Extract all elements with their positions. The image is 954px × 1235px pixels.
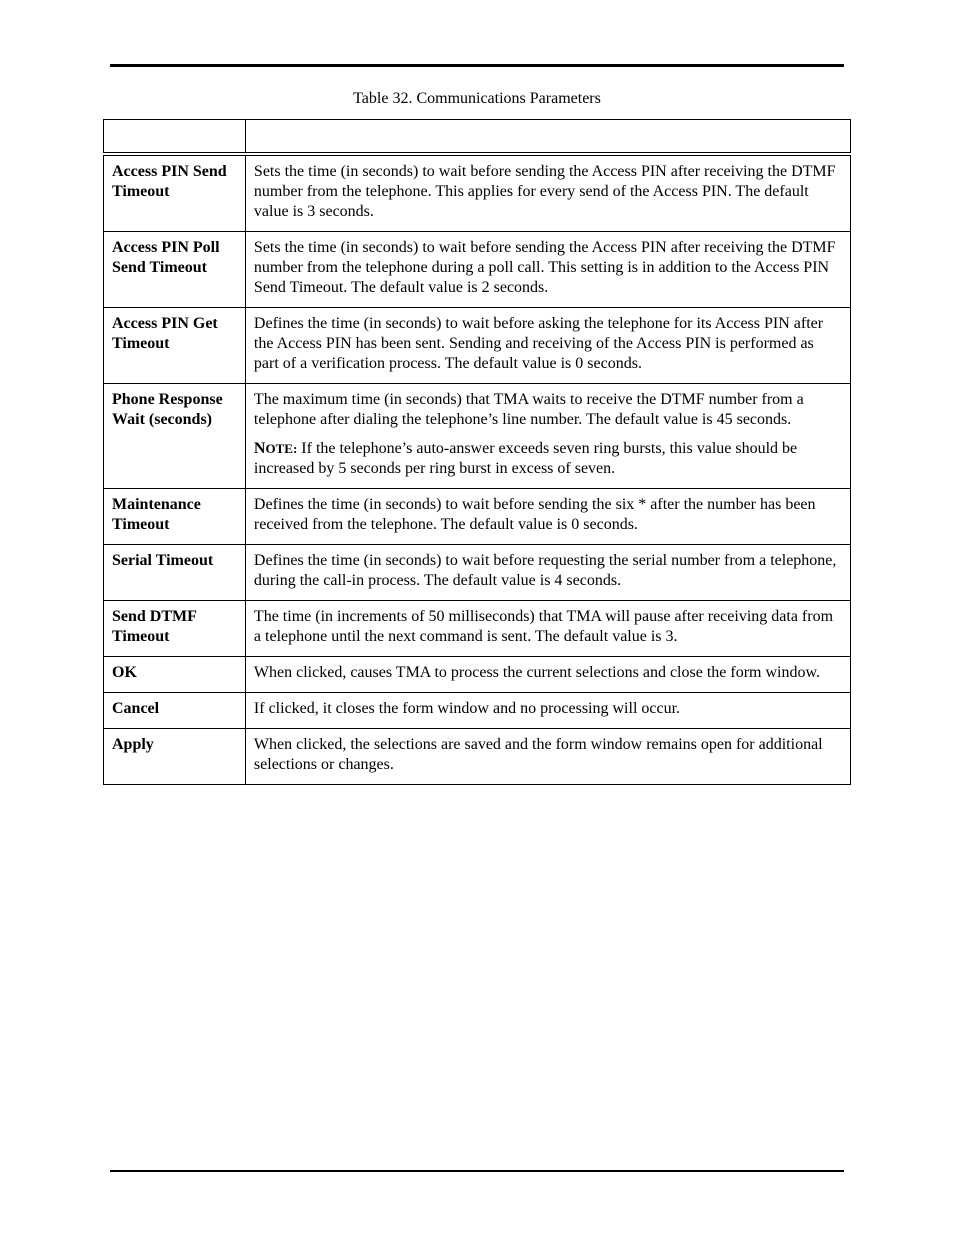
- table-row: [104, 545, 851, 601]
- table-row: [104, 489, 851, 545]
- table-row: [104, 693, 851, 729]
- parameter-name: Cancel: [104, 693, 246, 729]
- note-label: [254, 440, 297, 457]
- parameter-name: Access PIN Get Timeout: [104, 308, 246, 384]
- description-text: The maximum time (in seconds) that TMA waits to receive the DTMF number from a telephone after dialing the telephone’s line number. The default value is 45 seconds.: [253, 391, 804, 428]
- header-rule: [110, 64, 844, 67]
- description-text: When clicked, causes TMA to process the current selections and close the form window.: [253, 664, 820, 681]
- description-text: If clicked, it closes the form window and no processing will occur.: [253, 700, 681, 717]
- table-row: [104, 657, 851, 693]
- parameter-description: [245, 729, 850, 785]
- note-label-initial: N: [253, 440, 266, 457]
- parameter-description: [245, 693, 850, 729]
- parameter-description: [245, 154, 850, 232]
- footer-rule: [110, 1170, 844, 1172]
- parameter-description: [245, 308, 850, 384]
- header-cell-term: [104, 120, 246, 155]
- parameter-name: Serial Timeout: [104, 545, 246, 601]
- description-text: Sets the time (in seconds) to wait before sending the Access PIN after receiving the DTMF number from the telephone. This applies for every send of the Access PIN. The default value is 3 seconds.: [253, 163, 836, 220]
- parameter-description: [245, 545, 850, 601]
- parameter-name: Send DTMF Timeout: [104, 601, 246, 657]
- description-text: Defines the time (in seconds) to wait before asking the telephone for its Access PIN after the Access PIN has been sent. Sending and receiving of the Access PIN is performed as part of a verification process. The default value is 0 seconds.: [253, 315, 824, 372]
- description-text: When clicked, the selections are saved and the form window remains open for additional selections or changes.: [253, 736, 823, 773]
- parameter-description: [245, 384, 850, 489]
- note-paragraph: [254, 439, 842, 479]
- table-row: [104, 729, 851, 785]
- table-row: [104, 601, 851, 657]
- parameter-name: Phone Response Wait (seconds): [104, 384, 246, 489]
- table-caption: Table 32. Communications Parameters: [353, 90, 601, 107]
- description-text: Defines the time (in seconds) to wait before requesting the serial number from a telephone, during the call-in process. The default value is 4 seconds.: [253, 552, 837, 589]
- header-cell-description: [245, 120, 850, 155]
- parameter-description: [245, 232, 850, 308]
- note-label-rest: OTE:: [265, 441, 298, 456]
- description-text: The time (in increments of 50 milliseconds) that TMA will pause after receiving data from a telephone until the next command is sent. The default value is 3.: [253, 608, 834, 645]
- table-header-row: [104, 120, 851, 155]
- parameter-name: Access PIN Poll Send Timeout: [104, 232, 246, 308]
- table-row: [104, 154, 851, 232]
- description-text: Sets the time (in seconds) to wait before sending the Access PIN after receiving the DTMF number from the telephone during a poll call. This setting is in addition to the Access PIN Send Timeout. The default value is 2 seconds.: [253, 239, 836, 296]
- table-row: [104, 308, 851, 384]
- parameter-name: Maintenance Timeout: [104, 489, 246, 545]
- table-row: [104, 232, 851, 308]
- parameter-name: Access PIN Send Timeout: [104, 154, 246, 232]
- communications-parameters-table: [103, 119, 851, 785]
- parameter-name: Apply: [104, 729, 246, 785]
- description-text: Defines the time (in seconds) to wait before sending the six * after the number has been received from the telephone. The default value is 0 seconds.: [253, 496, 816, 533]
- note-text: If the telephone’s auto-answer exceeds seven ring bursts, this value should be increased by 5 seconds per ring burst in excess of seven.: [253, 440, 798, 477]
- parameter-description: [245, 657, 850, 693]
- parameter-description: [245, 489, 850, 545]
- table-row: [104, 384, 851, 489]
- parameter-name: OK: [104, 657, 246, 693]
- parameter-description: [245, 601, 850, 657]
